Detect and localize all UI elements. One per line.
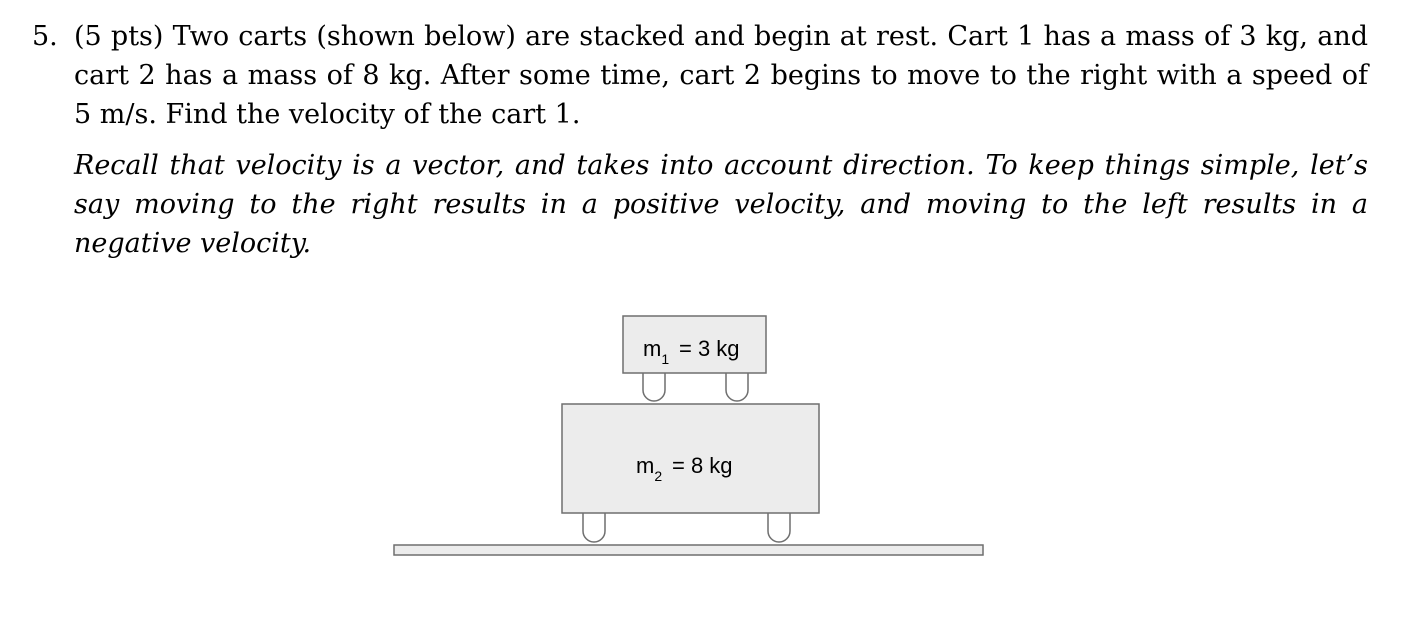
problem-text: (5 pts) Two carts (shown below) are stacked and begin at rest. Cart 1 has a mass of 3 kg, and cart 2 has a mass of 8 kg. After some time, cart 2 begins to move to the right with a speed of 5 m/s. Find the velocity of the cart 1. — [74, 21, 1368, 130]
cart2-mass-symbol: m — [636, 453, 655, 478]
cart2-mass-value: = 8 kg — [672, 453, 733, 478]
cart1-mass-subscript: 1 — [661, 351, 670, 367]
cart1-wheel-right — [726, 373, 748, 401]
cart2-wheel-left — [583, 513, 605, 542]
cart1-mass-symbol: m — [643, 336, 662, 361]
cart1-mass-value: = 3 kg — [679, 336, 740, 361]
problem-number: 5. — [32, 21, 58, 52]
cart2-wheel-right — [768, 513, 790, 542]
ground-track — [394, 545, 983, 555]
problem-note: Recall that velocity is a vector, and takes into account direction. To keep things simple, let’s say moving to the right results in a positive velocity, and moving to the left results in a negative velocity. — [74, 150, 1368, 259]
cart1-wheel-left — [643, 373, 665, 401]
cart2-mass-subscript: 2 — [654, 468, 663, 484]
